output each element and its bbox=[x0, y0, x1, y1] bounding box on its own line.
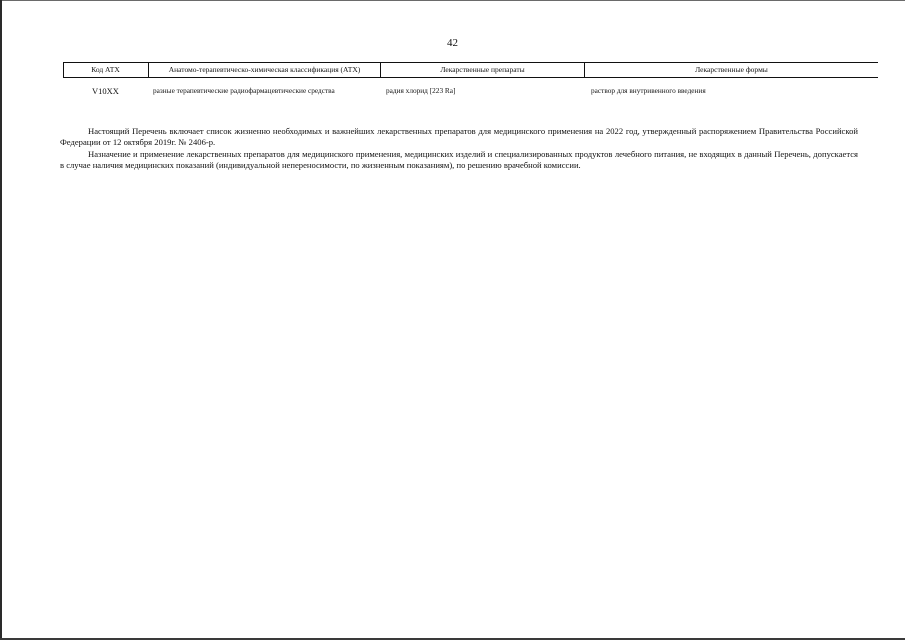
scan-edge-top bbox=[0, 0, 905, 1]
atx-table bbox=[63, 62, 878, 102]
scan-edge-left bbox=[0, 0, 2, 640]
header-atx-classification: Анатомо-терапевтическо-химическая классификация (АТХ) bbox=[168, 65, 361, 74]
header-dosage-forms: Лекарственные формы bbox=[695, 65, 768, 74]
header-atx-code: Код АТХ bbox=[91, 65, 120, 74]
notes-paragraph: Настоящий Перечень включает список жизненно необходимых и важнейших лекарственных препаратов для медицинского применения на 2022 год, утвержденный распоряжением Правительства Российской Федерации от 12 октября 2019г. № 2406-р. bbox=[60, 126, 858, 148]
header-drugs: Лекарственные препараты bbox=[440, 65, 525, 74]
notes-section bbox=[60, 126, 858, 171]
table-header-bottom-border bbox=[63, 77, 878, 78]
row-dosage-form: раствор для внутривенного введения bbox=[591, 86, 706, 95]
page-number: 42 bbox=[447, 37, 458, 49]
row-atx-code: V10XX bbox=[92, 86, 119, 96]
notes-paragraph: Назначение и применение лекарственных препаратов для медицинского применения, медицинских изделий и специализированных продуктов лечебного питания, не входящих в данный Перечень, допускается в случае наличия медицинских показаний (индивидуальной непереносимости, по жизненным показаниям), по решению врачебной комиссии. bbox=[60, 148, 858, 170]
table-header-top-border bbox=[63, 62, 878, 63]
row-drug: радия хлорид [223 Ra] bbox=[386, 86, 456, 95]
row-atx-classification: разные терапевтические радиофармацевтические средства bbox=[153, 86, 335, 95]
